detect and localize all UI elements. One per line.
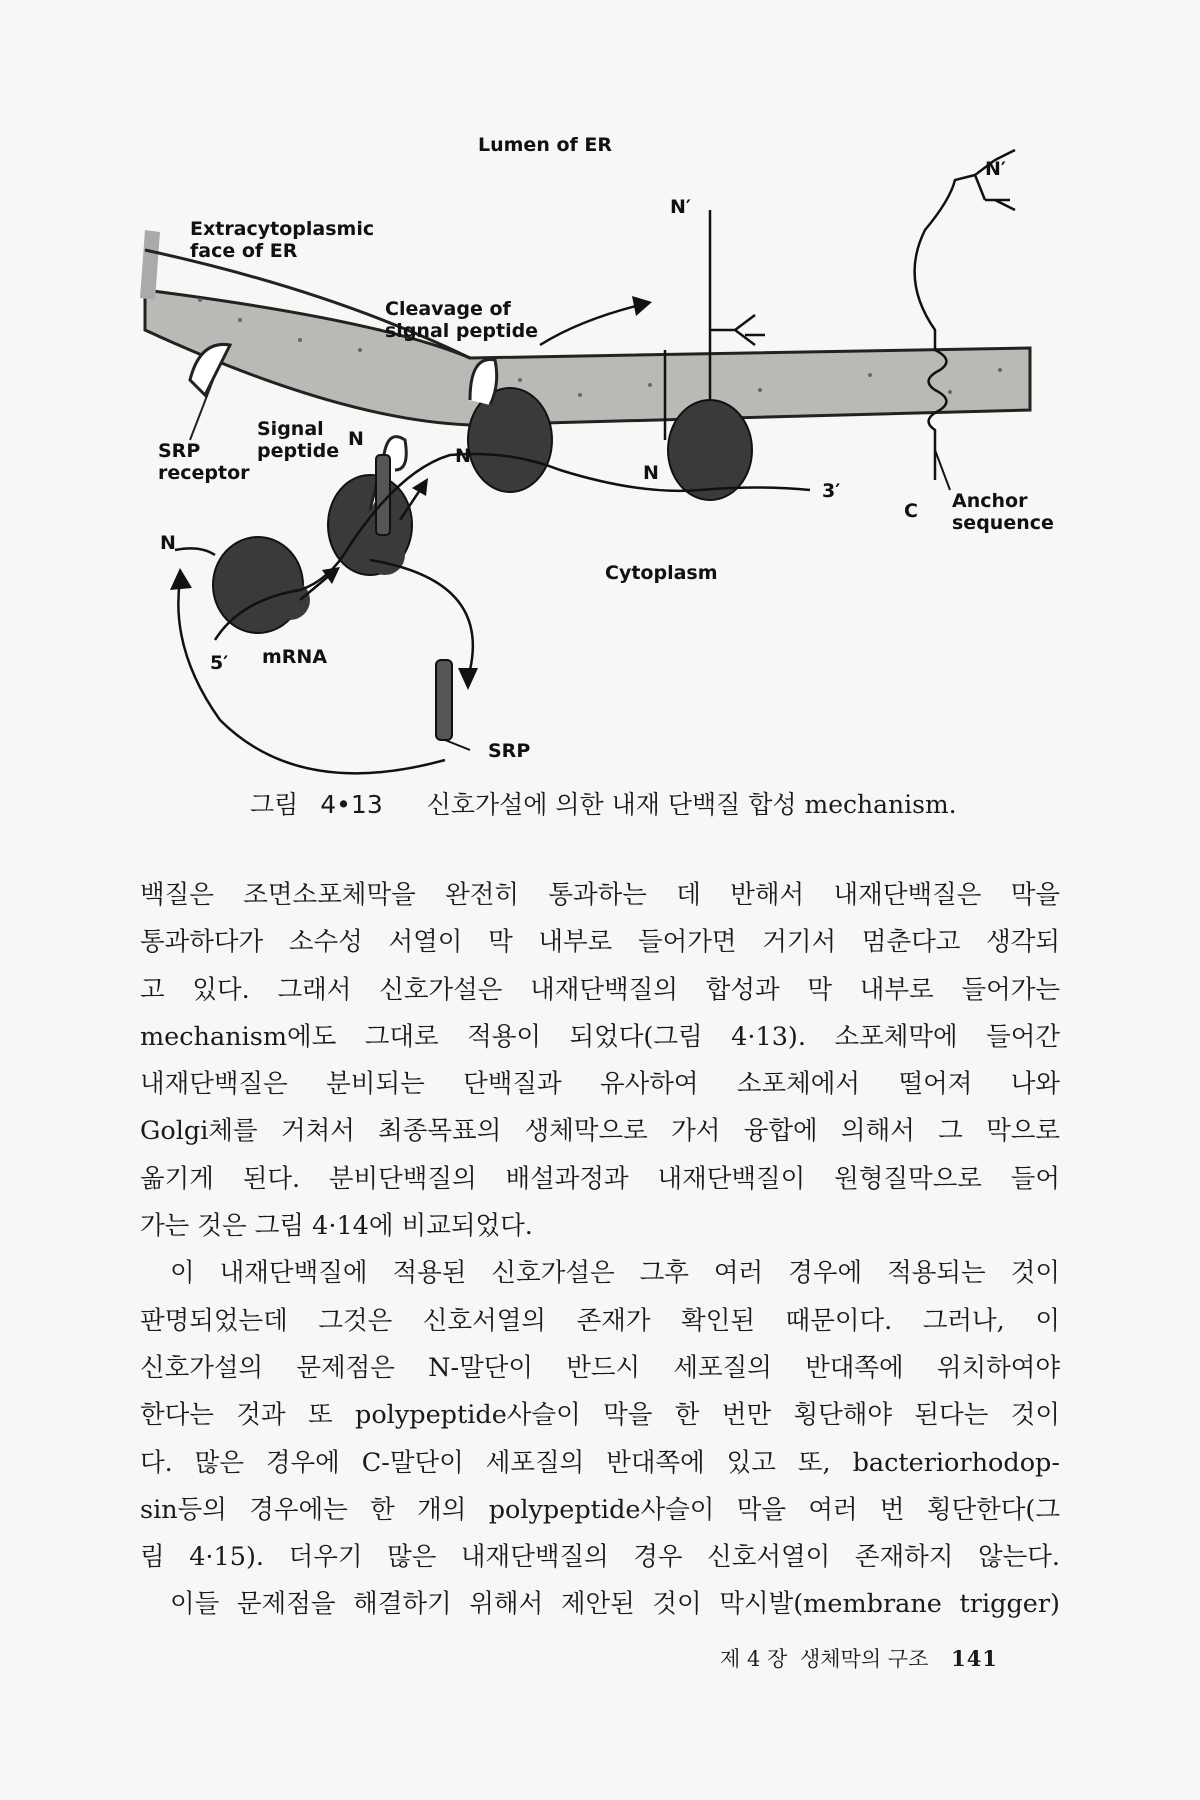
label-anchor: Anchor sequence <box>952 490 1054 534</box>
body-line: 한다는 것과 또 polypeptide사슬이 막을 한 번만 횡단해야 된다는 것이 <box>140 1400 1060 1431</box>
body-line: 이들 문제점을 해결하기 위해서 제안된 것이 막시발(membrane trigger) <box>170 1589 1060 1620</box>
label-cleavage: Cleavage of signal peptide <box>385 298 539 342</box>
caption-label: 그림 <box>250 790 299 819</box>
label-n-3: N <box>643 462 659 484</box>
body-line: 다. 많은 경우에 C-말단이 세포질의 반대쪽에 있고 또, bacteriorhodop- <box>140 1447 1060 1478</box>
er-membrane <box>145 290 1030 425</box>
body-line: 고 있다. 그래서 신호가설은 내재단백질의 합성과 막 내부로 들어가는 <box>140 974 1060 1005</box>
arrow-to-lumen-head <box>632 296 652 316</box>
ribosome-3 <box>468 388 552 492</box>
srp-pointer <box>445 740 470 750</box>
label-n-prime-1: N′ <box>670 196 691 218</box>
anchored-chain <box>915 175 975 480</box>
label-extracytoplasmic: Extracytoplasmic face of ER <box>190 218 375 262</box>
label-n-1: N <box>348 428 364 450</box>
body-line: 림 4·15). 더우기 많은 내재단백질의 경우 신호서열이 존재하지 않는다. <box>140 1542 1060 1573</box>
figure-signal-hypothesis <box>0 0 1200 800</box>
mrna-left-end <box>175 548 215 555</box>
body-line: Golgi체를 거쳐서 최종목표의 생체막으로 가서 융합에 의해서 그 막으로 <box>140 1116 1060 1147</box>
body-line: 가는 것은 그림 4·14에 비교되었다. <box>140 1211 533 1242</box>
label-srp: SRP <box>488 740 531 762</box>
srp-free <box>436 660 452 740</box>
body-line: 통과하다가 소수성 서열이 막 내부로 들어가면 거기서 멈춘다고 생각되 <box>140 927 1060 958</box>
label-5-prime: 5′ <box>210 652 229 674</box>
arrow-srp-release <box>370 560 473 670</box>
footer-title: 생체막의 구조 <box>799 1647 929 1671</box>
footer-chapter: 제 4 장 <box>720 1647 788 1671</box>
figure-drawing <box>0 0 1200 800</box>
figure-caption <box>250 785 957 821</box>
arrow-signal-recognized-head <box>412 478 428 496</box>
label-cytoplasm: Cytoplasm <box>605 562 718 584</box>
arrow-srp-release-head <box>458 668 478 690</box>
page-number: 141 <box>951 1646 998 1671</box>
body-line: 내재단백질은 분비되는 단백질과 유사하여 소포체에서 떨어져 나와 <box>140 1069 1060 1100</box>
label-n-prime-2: N′ <box>985 158 1006 180</box>
chain-4-branch <box>710 315 765 345</box>
label-signal-peptide: Signal peptide <box>257 418 340 462</box>
caption-text: 신호가설에 의한 내재 단백질 합성 mechanism. <box>426 790 957 819</box>
caption-number: 4•13 <box>320 790 383 819</box>
body-line: mechanism에도 그대로 적용이 되었다(그림 4·13). 소포체막에 들어간 <box>140 1021 1060 1052</box>
body-line: 백질은 조면소포체막을 완전히 통과하는 데 반해서 내재단백질은 막을 <box>140 880 1060 910</box>
label-lumen: Lumen of ER <box>478 134 613 156</box>
ribosome-1-cap <box>270 580 310 620</box>
label-srp-receptor: SRP receptor <box>158 440 250 484</box>
label-c: C <box>904 500 918 522</box>
ribosome-4 <box>668 400 752 500</box>
body-line: sin등의 경우에는 한 개의 polypeptide사슬이 막을 여러 번 횡단한다(그 <box>140 1494 1060 1525</box>
ribosome-2-cap <box>365 535 405 575</box>
body-line: 신호가설의 문제점은 N-말단이 반드시 세포질의 반대쪽에 위치하여야 <box>140 1352 1060 1383</box>
arrow-srp-recycle-head <box>170 568 192 590</box>
label-n-2: N <box>455 445 471 467</box>
label-3-prime: 3′ <box>822 480 841 502</box>
body-text <box>140 872 1060 1629</box>
label-n-left: N <box>160 532 176 554</box>
body-line: 이 내재단백질에 적용된 신호가설은 그후 여러 경우에 적용되는 것이 <box>170 1258 1060 1289</box>
membrane-edge <box>140 230 160 300</box>
label-mrna: mRNA <box>262 646 328 668</box>
body-line: 옮기게 된다. 분비단백질의 배설과정과 내재단백질이 원형질막으로 들어 <box>140 1163 1060 1194</box>
anchor-pointer <box>935 450 950 490</box>
page-footer <box>720 1643 1004 1673</box>
arrow-to-lumen <box>540 305 640 345</box>
body-line: 판명되었는데 그것은 신호서열의 존재가 확인된 때문이다. 그러나, 이 <box>140 1305 1060 1336</box>
